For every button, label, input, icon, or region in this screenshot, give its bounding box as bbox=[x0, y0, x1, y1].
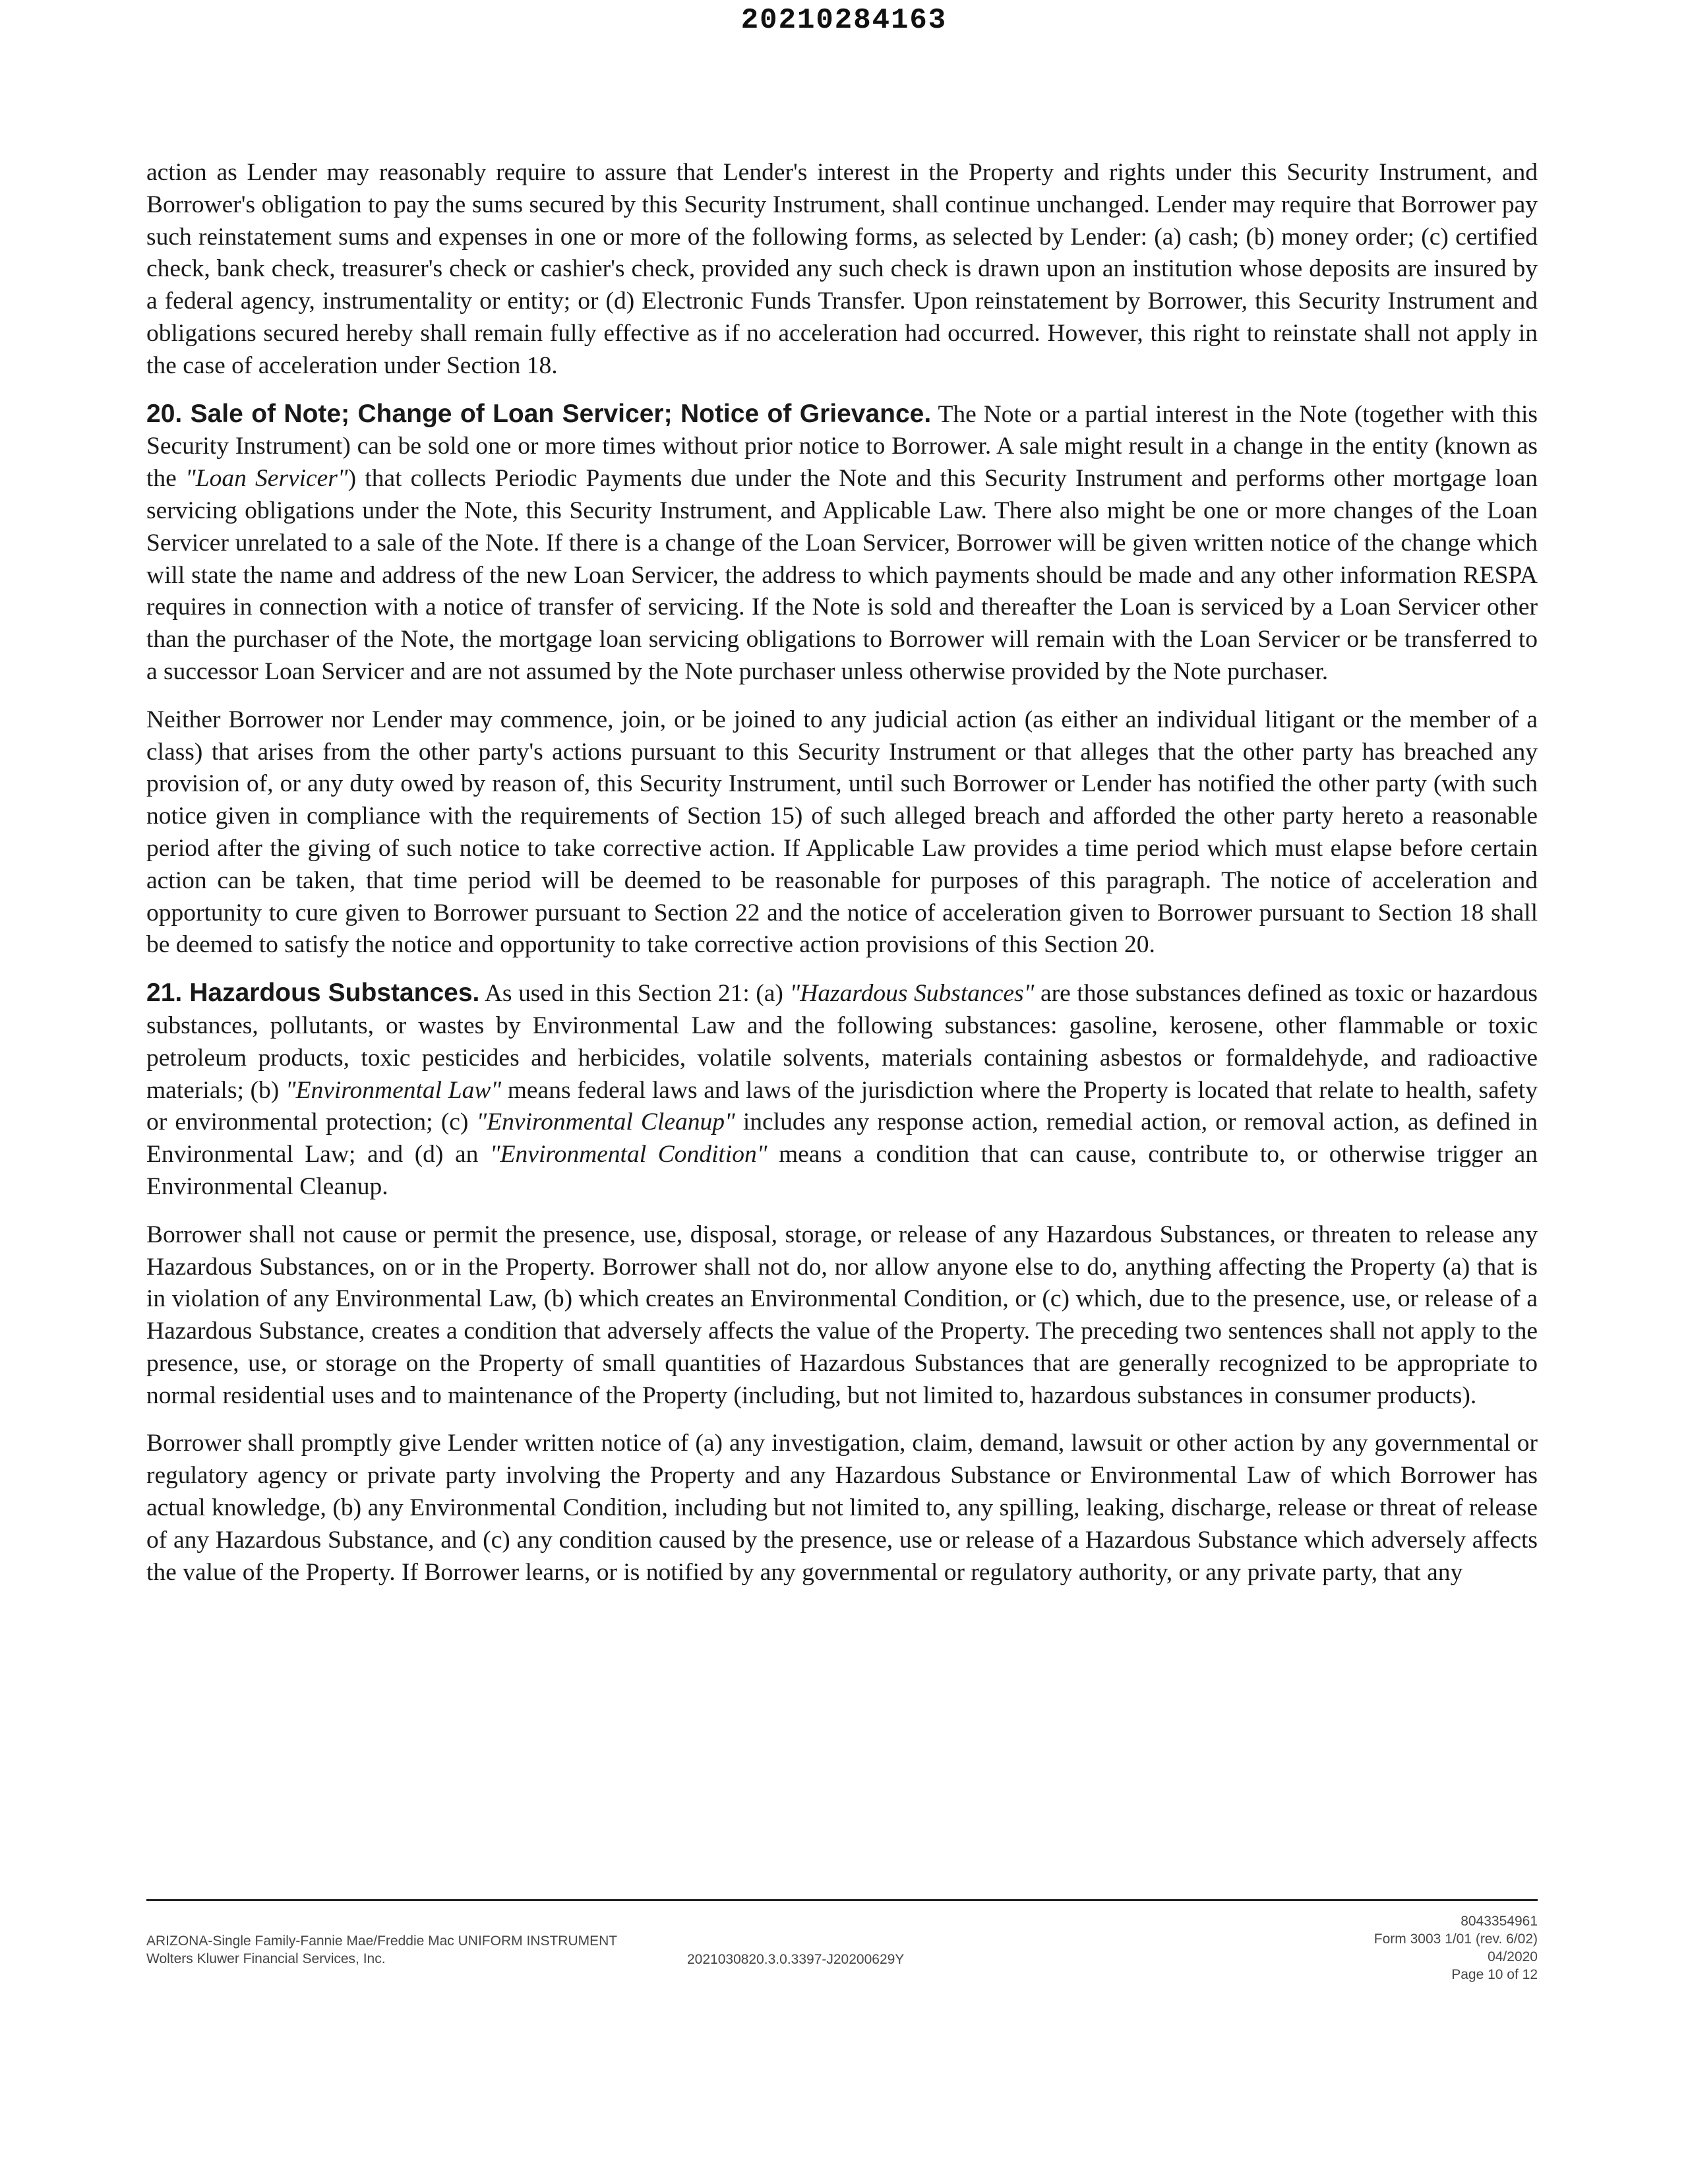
paragraph-reinstatement-continued: action as Lender may reasonably require to assure that Lender's interest in the Property and rights under this Security Instrument, and Borrower's obligation to pay the sums secured by this Security Instrument, shall continue unchanged. Lender may require that Borrower pay such reinstatement sums and expenses in one or more of the following forms, as selected by Lender: (a) cash; (b) money order; (c) certified check, bank check, treasurer's check or cashier's check, provided any such check is drawn upon an institution whose deposits are insured by a federal agency, instrumentality or entity; or (d) Electronic Funds Transfer. Upon reinstatement by Borrower, this Security Instrument and obligations secured hereby shall remain fully effective as if no acceleration had occurred. However, this right to reinstate shall not apply in the case of acceleration under Section 18. bbox=[146, 159, 1538, 379]
section-21-paragraph-2: Borrower shall not cause or permit the presence, use, disposal, storage, or release of any Hazardous Substances, or threaten to release any Hazardous Substances, on or in the Property. Borrower shall not do, nor allow anyone else to do, anything affecting the Property (a) that is in violation of any Environmental Law, (b) which creates an Environmental Condition, or (c) which, due to the presence, use, or release of a Hazardous Substance, creates a condition that adversely affects the value of the Property. The preceding two sentences shall not apply to the presence, use, or storage on the Property of small quantities of Hazardous Substances that are generally recognized to be appropriate to normal residential uses and to maintenance of the Property (including, but not limited to, hazardous substances in consumer products). bbox=[146, 1221, 1538, 1409]
footer-publisher: Wolters Kluwer Financial Services, Inc. bbox=[146, 1951, 386, 1966]
section-21-paragraph-1 bbox=[146, 977, 1538, 1203]
term-hazardous-substances: "Hazardous Substances" bbox=[789, 980, 1035, 1008]
section-21-text-4: includes any response action, remedial action, or removal action, as defined in Environmental Law; and (d) an bbox=[146, 1108, 1538, 1168]
section-20-paragraph-1 bbox=[146, 398, 1538, 688]
footer-left bbox=[146, 1932, 617, 1968]
section-21-text-1: As used in this Section 21: (a) bbox=[479, 980, 790, 1008]
section-20-heading: 20. Sale of Note; Change of Loan Servicer; Notice of Grievance. bbox=[146, 399, 932, 428]
section-21-text-5: means a condition that can cause, contribute to, or otherwise trigger an Environmental Cleanup. bbox=[146, 1141, 1538, 1200]
term-environmental-law: "Environmental Law" bbox=[285, 1076, 502, 1104]
footer-right bbox=[1374, 1912, 1538, 1984]
footer-instrument-title: ARIZONA-Single Family-Fannie Mae/Freddie Mac UNIFORM INSTRUMENT bbox=[146, 1933, 618, 1949]
footer-loan-number: 8043354961 bbox=[1461, 1914, 1538, 1929]
section-21-paragraph-3: Borrower shall promptly give Lender written notice of (a) any investigation, claim, demand, lawsuit or other action by any governmental or regulatory agency or private party involving the Property and any Hazardous Substance or Environmental Law of which Borrower has actual knowledge, (b) any Environmental Condition, including but not limited to, any spilling, leaking, discharge, release or threat of release of any Hazardous Substance, and (c) any condition caused by the presence, use or release of a Hazardous Substance which adversely affects the value of the Property. If Borrower learns, or is notified by any governmental or regulatory authority, or any private party, that any bbox=[146, 1430, 1538, 1586]
document-body bbox=[146, 157, 1538, 1604]
term-environmental-condition: "Environmental Condition" bbox=[489, 1141, 768, 1168]
section-20-paragraph-2: Neither Borrower nor Lender may commence, join, or be joined to any judicial action (as either an individual litigant or the member of a class) that arises from the other party's actions pursuant to this Security Instrument or that alleges that the other party has breached any provision of, or any duty owed by reason of, this Security Instrument, until such Borrower or Lender has notified the other party (with such notice given in compliance with the requirements of Section 15) of such alleged breach and afforded the other party hereto a reasonable period after the giving of such notice to take corrective action. If Applicable Law provides a time period which must elapse before certain action can be taken, that time period will be deemed to be reasonable for purposes of this paragraph. The notice of acceleration and opportunity to cure given to Borrower pursuant to Section 22 and the notice of acceleration given to Borrower pursuant to Section 18 shall be deemed to satisfy the notice and opportunity to take corrective action provisions of this Section 20. bbox=[146, 706, 1538, 959]
term-environmental-cleanup: "Environmental Cleanup" bbox=[476, 1108, 735, 1136]
term-loan-servicer: "Loan Servicer" bbox=[185, 465, 348, 493]
page-footer bbox=[146, 1912, 1538, 1998]
footer-divider bbox=[146, 1899, 1538, 1901]
footer-page-number: Page 10 of 12 bbox=[1451, 1967, 1538, 1982]
footer-form-date: 04/2020 bbox=[1488, 1949, 1538, 1964]
section-20-text-2: ) that collects Periodic Payments due under the Note and this Security Instrument and performs other mortgage loan servicing obligations under the Note, this Security Instrument, and Applicable Law. There also might be one or more changes of the Loan Servicer unrelated to a sale of the Note. If there is a change of the Loan Servicer, Borrower will be given written notice of the change which will state the name and address of the new Loan Servicer, the address to which payments should be made and any other information RESPA requires in connection with a notice of transfer of servicing. If the Note is sold and thereafter the Loan is serviced by a Loan Servicer other than the purchaser of the Note, the mortgage loan servicing obligations to Borrower will remain with the Loan Servicer or be transferred to a successor Loan Servicer and are not assumed by the Note purchaser unless otherwise provided by the Note purchaser. bbox=[146, 465, 1538, 685]
section-20-text-1: The Note or a partial interest in the Note (together with this Security Instrument) can be sold one or more times without prior notice to Borrower. A sale might result in a change in the entity (known as the bbox=[146, 400, 1538, 493]
footer-document-code: 2021030820.3.0.3397-J20200629Y bbox=[687, 1952, 905, 1967]
section-21-text-3: means federal laws and laws of the jurisdiction where the Property is located that relate to health, safety or environmental protection; (c) bbox=[146, 1076, 1538, 1136]
section-21-text-2: are those substances defined as toxic or hazardous substances, pollutants, or wastes by Environmental Law and the following substances: gasoline, kerosene, other flammable or toxic petroleum products, toxic pesticides and herbicides, volatile solvents, materials containing asbestos or formaldehyde, and radioactive materials; (b) bbox=[146, 980, 1538, 1104]
section-21-heading: 21. Hazardous Substances. bbox=[146, 979, 480, 1008]
recording-number: 20210284163 bbox=[740, 4, 948, 37]
footer-form-number: Form 3003 1/01 (rev. 6/02) bbox=[1373, 1931, 1538, 1947]
